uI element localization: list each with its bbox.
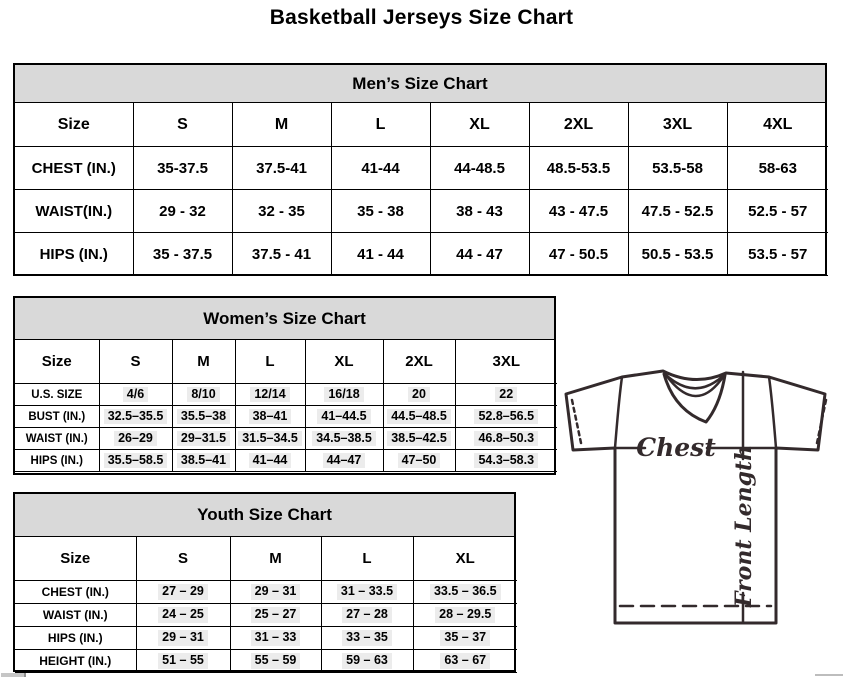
size-value-cell: 52.8–56.5 bbox=[455, 406, 557, 428]
size-row-label: Size bbox=[15, 537, 136, 581]
measurement-row bbox=[15, 384, 557, 406]
size-value-cell: 31 – 33 bbox=[230, 627, 321, 650]
size-value-cell: 29 - 32 bbox=[133, 190, 232, 233]
size-value-cell: 31 – 33.5 bbox=[321, 581, 413, 604]
measurement-label: U.S. SIZE bbox=[15, 384, 99, 406]
size-value-cell: 48.5-53.5 bbox=[529, 147, 628, 190]
size-column-header: S bbox=[99, 340, 172, 384]
measurement-label: BUST (IN.) bbox=[15, 406, 99, 428]
size-column-header: XL bbox=[430, 103, 529, 147]
mens-size-table bbox=[15, 103, 828, 276]
size-value-cell: 32 - 35 bbox=[232, 190, 331, 233]
measurement-row bbox=[15, 147, 828, 190]
size-value-cell: 51 – 55 bbox=[136, 650, 230, 673]
size-value-cell: 35 - 37.5 bbox=[133, 233, 232, 276]
size-value-cell: 41 - 44 bbox=[331, 233, 430, 276]
size-row-label: Size bbox=[15, 103, 133, 147]
youth-size-chart bbox=[13, 492, 516, 672]
size-header-row bbox=[15, 340, 557, 384]
size-column-header: L bbox=[331, 103, 430, 147]
size-header-row bbox=[15, 537, 517, 581]
size-value-cell: 44–47 bbox=[305, 450, 383, 472]
size-column-header: L bbox=[235, 340, 305, 384]
measurement-row bbox=[15, 190, 828, 233]
size-value-cell: 53.5-58 bbox=[628, 147, 727, 190]
size-value-cell: 35.5–38 bbox=[172, 406, 235, 428]
size-value-cell: 27 – 29 bbox=[136, 581, 230, 604]
measurement-row bbox=[15, 650, 517, 673]
mens-chart-title: Men’s Size Chart bbox=[15, 65, 825, 103]
size-value-cell: 29 – 31 bbox=[230, 581, 321, 604]
size-value-cell: 41-44 bbox=[331, 147, 430, 190]
size-value-cell: 26–29 bbox=[99, 428, 172, 450]
chest-measure-label: Chest bbox=[636, 433, 716, 462]
measurement-label: HIPS (IN.) bbox=[15, 450, 99, 472]
size-value-cell: 20 bbox=[383, 384, 455, 406]
horizontal-scrollbar-thumb[interactable] bbox=[1, 673, 26, 677]
size-value-cell: 58-63 bbox=[727, 147, 828, 190]
size-value-cell: 44-48.5 bbox=[430, 147, 529, 190]
size-value-cell: 47 - 50.5 bbox=[529, 233, 628, 276]
measurement-label: HIPS (IN.) bbox=[15, 627, 136, 650]
size-row-label: Size bbox=[15, 340, 99, 384]
size-column-header: S bbox=[133, 103, 232, 147]
size-value-cell: 54.3–58.3 bbox=[455, 450, 557, 472]
size-value-cell: 8/10 bbox=[172, 384, 235, 406]
measurement-label: CHEST (IN.) bbox=[15, 581, 136, 604]
size-value-cell: 53.5 - 57 bbox=[727, 233, 828, 276]
size-value-cell: 41–44.5 bbox=[305, 406, 383, 428]
size-value-cell: 35.5–58.5 bbox=[99, 450, 172, 472]
size-value-cell: 34.5–38.5 bbox=[305, 428, 383, 450]
size-value-cell: 25 – 27 bbox=[230, 604, 321, 627]
size-value-cell: 37.5-41 bbox=[232, 147, 331, 190]
measurement-label: WAIST (IN.) bbox=[15, 604, 136, 627]
size-value-cell: 55 – 59 bbox=[230, 650, 321, 673]
horizontal-scrollbar-track-end[interactable] bbox=[815, 674, 843, 676]
size-value-cell: 32.5–35.5 bbox=[99, 406, 172, 428]
size-value-cell: 35 – 37 bbox=[413, 627, 517, 650]
measurement-label: WAIST (IN.) bbox=[15, 428, 99, 450]
size-value-cell: 43 - 47.5 bbox=[529, 190, 628, 233]
size-value-cell: 35-37.5 bbox=[133, 147, 232, 190]
measurement-row bbox=[15, 627, 517, 650]
size-value-cell: 16/18 bbox=[305, 384, 383, 406]
size-value-cell: 46.8–50.3 bbox=[455, 428, 557, 450]
measurement-row bbox=[15, 233, 828, 276]
size-value-cell: 37.5 - 41 bbox=[232, 233, 331, 276]
womens-size-chart bbox=[13, 296, 556, 475]
womens-size-table bbox=[15, 340, 557, 472]
size-column-header: 3XL bbox=[628, 103, 727, 147]
size-value-cell: 29–31.5 bbox=[172, 428, 235, 450]
size-column-header: S bbox=[136, 537, 230, 581]
size-value-cell: 33.5 – 36.5 bbox=[413, 581, 517, 604]
size-value-cell: 12/14 bbox=[235, 384, 305, 406]
measurement-row bbox=[15, 406, 557, 428]
womens-chart-title: Women’s Size Chart bbox=[15, 298, 554, 340]
measurement-label: HEIGHT (IN.) bbox=[15, 650, 136, 673]
page-title: Basketball Jerseys Size Chart bbox=[269, 6, 574, 29]
measurement-row bbox=[15, 428, 557, 450]
size-column-header: 3XL bbox=[455, 340, 557, 384]
size-value-cell: 41–44 bbox=[235, 450, 305, 472]
measurement-label: HIPS (IN.) bbox=[15, 233, 133, 276]
size-value-cell: 63 – 67 bbox=[413, 650, 517, 673]
measurement-row bbox=[15, 604, 517, 627]
size-value-cell: 35 - 38 bbox=[331, 190, 430, 233]
front-length-measure-label: Front Length bbox=[731, 444, 757, 608]
size-column-header: 4XL bbox=[727, 103, 828, 147]
size-value-cell: 38 - 43 bbox=[430, 190, 529, 233]
measurement-row bbox=[15, 581, 517, 604]
measurement-row bbox=[15, 450, 557, 472]
size-value-cell: 31.5–34.5 bbox=[235, 428, 305, 450]
youth-size-table bbox=[15, 537, 517, 673]
size-value-cell: 59 – 63 bbox=[321, 650, 413, 673]
size-value-cell: 47.5 - 52.5 bbox=[628, 190, 727, 233]
size-value-cell: 47–50 bbox=[383, 450, 455, 472]
size-column-header: M bbox=[172, 340, 235, 384]
measurement-label: CHEST (IN.) bbox=[15, 147, 133, 190]
size-value-cell: 22 bbox=[455, 384, 557, 406]
size-value-cell: 27 – 28 bbox=[321, 604, 413, 627]
size-column-header: M bbox=[232, 103, 331, 147]
mens-size-chart bbox=[13, 63, 827, 276]
jersey-measurement-diagram bbox=[556, 360, 843, 650]
jersey-outline-shape bbox=[566, 371, 825, 623]
size-value-cell: 44 - 47 bbox=[430, 233, 529, 276]
youth-chart-title: Youth Size Chart bbox=[15, 494, 514, 537]
size-column-header: 2XL bbox=[383, 340, 455, 384]
size-value-cell: 4/6 bbox=[99, 384, 172, 406]
size-value-cell: 38.5–42.5 bbox=[383, 428, 455, 450]
size-column-header: M bbox=[230, 537, 321, 581]
size-header-row bbox=[15, 103, 828, 147]
size-value-cell: 28 – 29.5 bbox=[413, 604, 517, 627]
size-value-cell: 33 – 35 bbox=[321, 627, 413, 650]
measurement-label: WAIST(IN.) bbox=[15, 190, 133, 233]
size-value-cell: 38–41 bbox=[235, 406, 305, 428]
size-value-cell: 50.5 - 53.5 bbox=[628, 233, 727, 276]
size-column-header: L bbox=[321, 537, 413, 581]
size-column-header: XL bbox=[413, 537, 517, 581]
size-value-cell: 52.5 - 57 bbox=[727, 190, 828, 233]
size-value-cell: 38.5–41 bbox=[172, 450, 235, 472]
size-value-cell: 29 – 31 bbox=[136, 627, 230, 650]
size-value-cell: 24 – 25 bbox=[136, 604, 230, 627]
size-column-header: 2XL bbox=[529, 103, 628, 147]
size-value-cell: 44.5–48.5 bbox=[383, 406, 455, 428]
size-column-header: XL bbox=[305, 340, 383, 384]
